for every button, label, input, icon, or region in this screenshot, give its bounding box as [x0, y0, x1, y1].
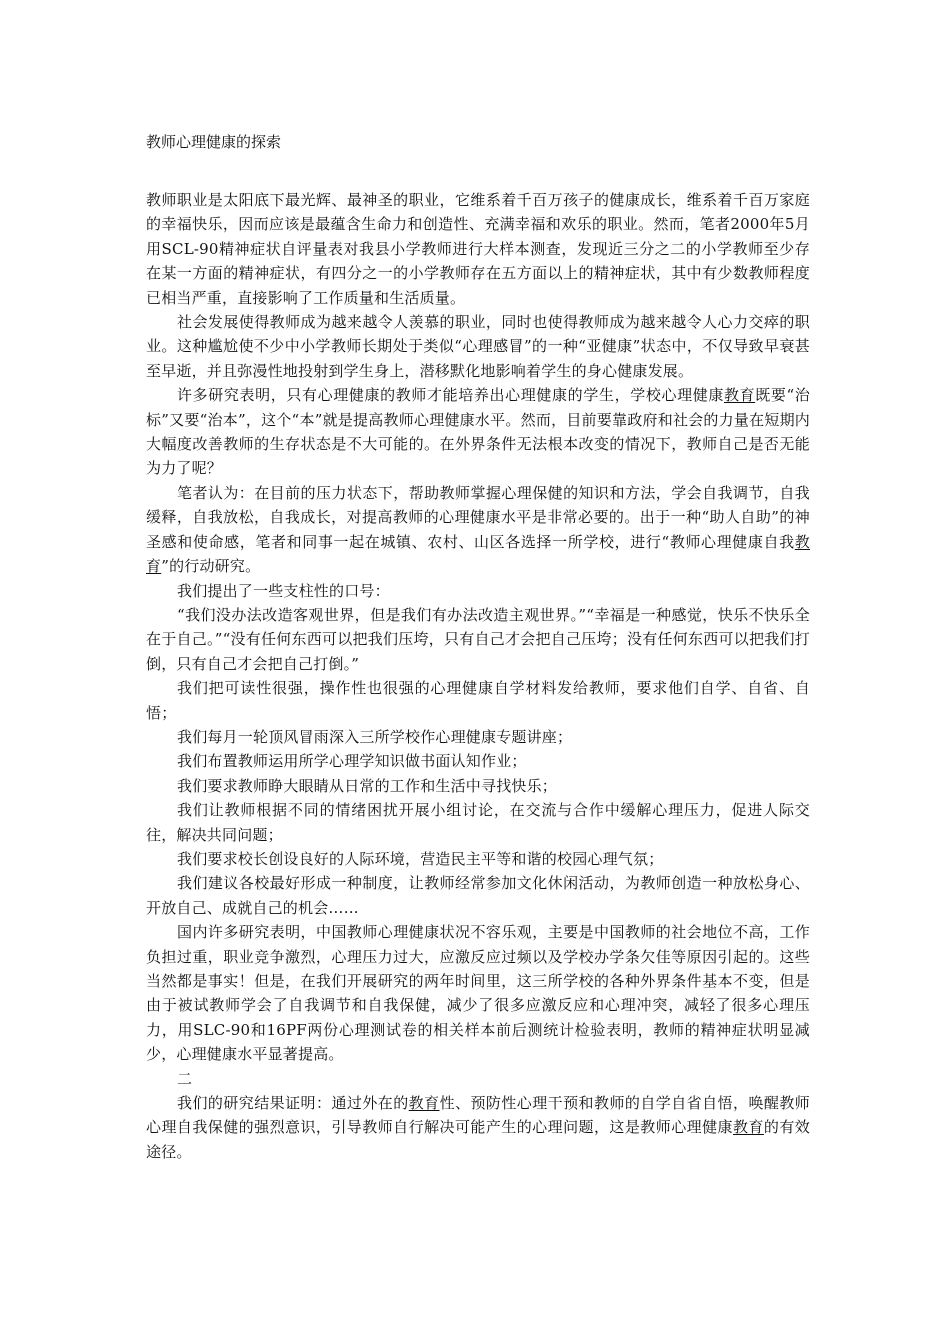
paragraph-text: 我们的研究结果证明：通过外在的 — [177, 1094, 409, 1113]
paragraph-homework: 我们布置教师运用所学心理学知识做书面认知作业； — [177, 752, 527, 771]
education-link[interactable]: 教育 — [723, 386, 756, 405]
section-heading: 二 — [177, 1069, 193, 1088]
education-link[interactable]: 教育 — [146, 532, 810, 576]
paragraph-social-development: 社会发展使得教师成为越来越令人羡慕的职业，同时也使得教师成为越来越令人心力交瘁的职业。这种尴尬使不少中小学教师长期处于类似“心理感冒”的一种“亚健康”状态中，不仅导致早衰甚至早逝，并且弥漫性地投射到学生身上，潜移默化地影响着学生的身心健康发展。 — [146, 313, 810, 380]
paragraph-domestic-research: 国内许多研究表明，中国教师心理健康状况不容乐观，主要是中国教师的社会地位不高，工作负担过重，职业竞争激烈，心理压力过大，应激反应过频以及学校办学条欠佳等原因引起的。这些当然都是事实！但是，在我们开展研究的两年时间里，这三所学校的各种外界条件基本不变，但是由于被试教师学会了自我调节和自我保健，减少了很多应激反应和心理冲突，减轻了很多心理压力，用SLC-90和16PF两份心理测试卷的相关样本前后测统计检验表明，教师的精神症状明显减少，心理健康水平显著提高。 — [146, 923, 810, 1064]
paragraph-principals: 我们要求校长创设良好的人际环境，营造民主平等和谐的校园心理气氛； — [177, 849, 664, 868]
paragraph-text: 既要“治标”又要“治本”，这个“本”就是提高教师心理健康水平。然而，目前要靠政府和社会的力量在短期内大幅度改善教师的生存状态是不大可能的。在外界条件无法根本改变的情况下，教师自己是否无能为力了呢？ — [146, 386, 810, 478]
paragraph-leisure: 我们建议各校最好形成一种制度，让教师经常参加文化休闲活动，为教师创造一种放松身心、开放自己、成就自己的机会…… — [146, 874, 810, 917]
paragraph-text: 的有效途径。 — [146, 1118, 811, 1161]
paragraph-text: ”的行动研究。 — [161, 557, 261, 576]
education-link[interactable]: 教育 — [408, 1094, 440, 1113]
paragraph-lectures: 我们每月一轮顶风冒雨深入三所学校作心理健康专题讲座； — [177, 727, 573, 746]
paragraph-conclusion — [146, 1091, 810, 1164]
paragraph-find-happiness: 我们要求教师睁大眼睛从日常的工作和生活中寻找快乐； — [177, 776, 558, 795]
document-title: 教师心理健康的探索 — [146, 133, 282, 151]
paragraph-intro: 教师职业是太阳底下最光辉、最神圣的职业，它维系着千百万孩子的健康成长，维系着千百万家庭的幸福快乐，因而应该是最蕴含生命力和创造性、充满幸福和欢乐的职业。然而，笔者2000年5月用SCL-90精神症状自评量表对我县小学教师进行大样本测查，发现近三分之二的小学教师至少存在某一方面的精神症状，有四分之一的小学教师存在五方面以上的精神症状，其中有少数教师程度已相当严重，直接影响了工作质量和生活质量。 — [146, 191, 810, 307]
paragraph-author-view — [146, 481, 810, 579]
paragraph-slogans-intro: 我们提出了一些支柱性的口号： — [177, 581, 390, 600]
paragraph-slogans: “我们没办法改造客观世界，但是我们有办法改造主观世界。”“幸福是一种感觉，快乐不快乐全在于自己。”“没有任何东西可以把我们压垮，只有自己才会把自己压垮；没有任何东西可以把我们打倒，只有自己才会把自己打倒。” — [146, 605, 810, 673]
paragraph-research-shows — [146, 383, 810, 481]
paragraph-group-discussion: 我们让教师根据不同的情绪困扰开展小组讨论，在交流与合作中缓解心理压力，促进人际交往，解决共同问题； — [146, 801, 810, 844]
education-link[interactable]: 教育 — [733, 1118, 764, 1137]
paragraph-self-study: 我们把可读性很强，操作性也很强的心理健康自学材料发给教师，要求他们自学、自省、自悟； — [146, 679, 810, 722]
paragraph-text: 许多研究表明，只有心理健康的教师才能培养出心理健康的学生，学校心理健康 — [177, 386, 724, 405]
paragraph-text: 性、预防性心理干预和教师的自学自省自悟，唤醒教师心理自我保健的强烈意识，引导教师自行解决可能产生的心理问题，这是教师心理健康 — [146, 1094, 810, 1137]
paragraph-text: 笔者认为：在目前的压力状态下，帮助教师掌握心理保健的知识和方法，学会自我调节，自我缓释，自我放松，自我成长，对提高教师的心理健康水平是非常必要的。出于一种“助人自助”的神圣感和使命感，笔者和同事一起在城镇、农村、山区各选择一所学校，进行“教师心理健康自我 — [146, 483, 810, 551]
